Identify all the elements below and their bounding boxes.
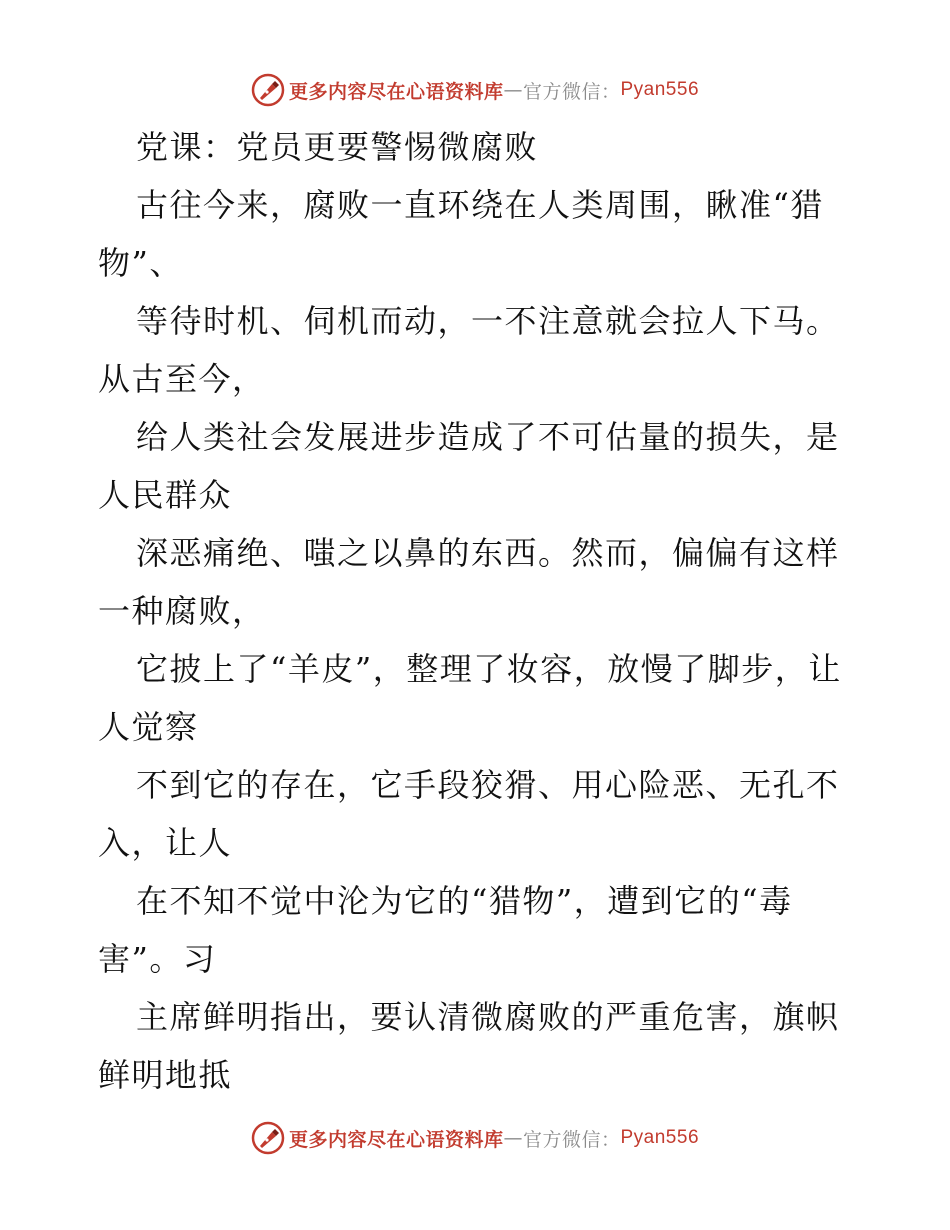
- wechat-label: 官方微信：: [522, 1128, 621, 1151]
- header-watermark-banner: [0, 70, 950, 110]
- paragraph: 它披上了“羊皮”，整理了妆容，放慢了脚步，让人觉察: [98, 650, 842, 746]
- paragraph: 给人类社会发展进步造成了不可估量的损失，是人民群众: [98, 418, 840, 514]
- document-title: 党课：党员更要警惕微腐败: [136, 128, 539, 166]
- paragraph: 深恶痛绝、嗤之以鼻的东西。然而，偏偏有这样一种腐败，: [98, 534, 840, 630]
- paragraph: 在不知不觉中沦为它的“猎物”，遭到它的“毒害”。习: [98, 882, 793, 978]
- document-body: [98, 118, 858, 1104]
- footer-watermark-banner: [0, 1118, 950, 1158]
- paragraph: 主席鲜明指出，要认清微腐败的严重危害，旗帜鲜明地抵: [98, 998, 840, 1094]
- wechat-account: Pyan556: [620, 79, 700, 100]
- pen-nib-logo-icon: [251, 73, 285, 107]
- banner-dash: —: [503, 1127, 523, 1149]
- banner-dash: —: [503, 79, 523, 101]
- pen-nib-logo-icon: [251, 1121, 285, 1155]
- paragraph: 古往今来，腐败一直环绕在人类周围，瞅准“猎物”、: [98, 186, 824, 282]
- paragraph: 不到它的存在，它手段狡猾、用心险恶、无孔不入，让人: [98, 766, 840, 862]
- paragraph: 等待时机、伺机而动，一不注意就会拉人下马。从古至今，: [98, 302, 840, 398]
- site-name-text: 更多内容尽在心语资料库: [288, 1128, 504, 1151]
- site-name-text: 更多内容尽在心语资料库: [288, 80, 504, 103]
- wechat-account: Pyan556: [620, 1127, 700, 1148]
- wechat-label: 官方微信：: [522, 80, 621, 103]
